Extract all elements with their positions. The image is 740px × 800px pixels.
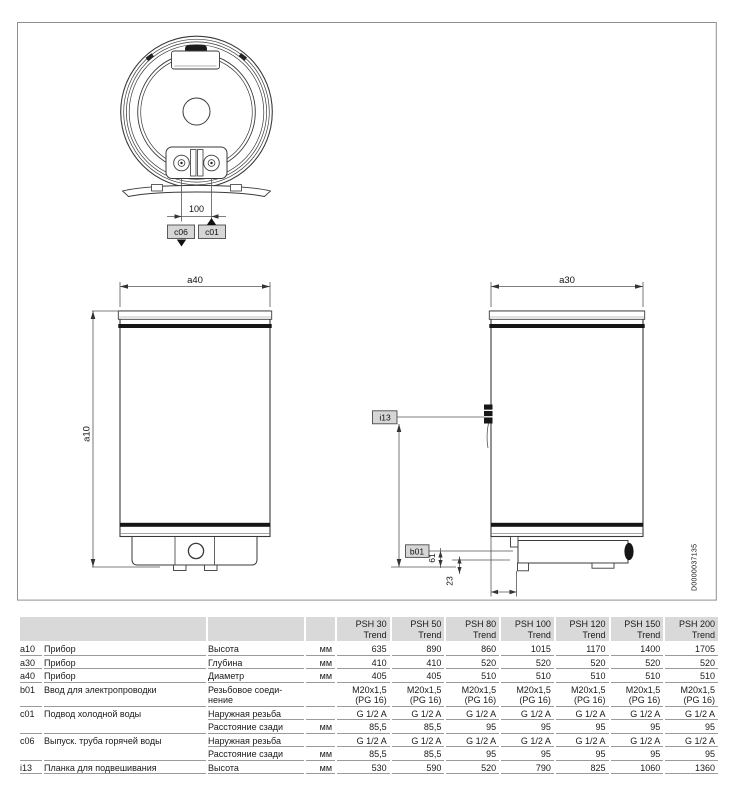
- cell-value: G 1/2 A: [556, 734, 609, 748]
- header-model: PSH 100 Trend: [501, 617, 554, 641]
- cell-value: G 1/2 A: [446, 734, 499, 748]
- technical-drawing: [17, 22, 717, 601]
- dim-label-23: 23: [444, 576, 455, 586]
- cell-desc: Ввод для электропроводки: [44, 683, 206, 707]
- cell-value: 85,5: [392, 720, 445, 734]
- dim-label-a40: a40: [187, 275, 203, 286]
- cell-value: 510: [611, 669, 664, 683]
- cell-code: [20, 747, 42, 761]
- cell-value: 510: [665, 669, 718, 683]
- cell-value: 405: [337, 669, 390, 683]
- dimensions-table: [20, 617, 718, 774]
- cell-code: [20, 720, 42, 734]
- cell-value: 85,5: [337, 747, 390, 761]
- cell-unit: мм: [306, 761, 335, 775]
- cell-value: 95: [556, 720, 609, 734]
- header-model: PSH 150 Trend: [611, 617, 664, 641]
- cell-desc: Выпуск. труба горячей воды: [44, 735, 162, 746]
- cell-sub: Расстояние сзади: [208, 720, 304, 734]
- table-row-c06-thread: [20, 734, 718, 748]
- cell-value: G 1/2 A: [392, 707, 445, 721]
- cell-value: 95: [446, 747, 499, 761]
- cell-value: 410: [337, 656, 390, 670]
- cell-desc: Подвод холодной воды: [44, 708, 142, 719]
- cell-value: 1015: [501, 642, 554, 656]
- cell-value: G 1/2 A: [501, 707, 554, 721]
- label-i13: i13: [379, 412, 391, 423]
- header-empty: [208, 617, 304, 641]
- cell-value: 635: [337, 642, 390, 656]
- cell-value: 825: [556, 761, 609, 775]
- cell-value: M20x1,5 (PG 16): [337, 683, 390, 707]
- cell-value: G 1/2 A: [501, 734, 554, 748]
- cell-code: c06: [20, 735, 35, 746]
- cell-value: G 1/2 A: [665, 734, 718, 748]
- header-model: PSH 30 Trend: [337, 617, 390, 641]
- cell-desc: Прибор: [44, 642, 206, 656]
- cell-desc: Планка для подвешивания: [44, 761, 206, 775]
- cell-code: a40: [20, 669, 42, 683]
- cell-value: G 1/2 A: [611, 707, 664, 721]
- cell-value: 85,5: [337, 720, 390, 734]
- cell-unit: мм: [306, 720, 335, 734]
- arrow-up-c01: [207, 218, 216, 225]
- header-empty: [20, 617, 206, 641]
- cell-value: 1400: [611, 642, 664, 656]
- table-row-b01: [20, 683, 718, 707]
- cell-value: M20x1,5 (PG 16): [611, 683, 664, 707]
- cable-gland: [624, 543, 633, 560]
- cell-value: 405: [392, 669, 445, 683]
- cell-value: 1170: [556, 642, 609, 656]
- cell-value: M20x1,5 (PG 16): [556, 683, 609, 707]
- cell-value: 520: [446, 656, 499, 670]
- table-row-i13: [20, 761, 718, 775]
- cell-value: 95: [665, 720, 718, 734]
- drawing-id: D0000037135: [691, 543, 699, 591]
- cell-unit: [306, 707, 335, 721]
- header-empty: [306, 617, 335, 641]
- cell-desc: [44, 747, 206, 761]
- cell-value: G 1/2 A: [446, 707, 499, 721]
- cell-value: G 1/2 A: [665, 707, 718, 721]
- cell-value: 520: [446, 761, 499, 775]
- cell-sub: Наружная резьба: [208, 734, 304, 748]
- cell-value: M20x1,5 (PG 16): [446, 683, 499, 707]
- cell-value: 510: [501, 669, 554, 683]
- cell-value: 95: [501, 720, 554, 734]
- table-row-a10: [20, 642, 718, 656]
- cell-value: 95: [501, 747, 554, 761]
- table-row-a40: [20, 669, 718, 683]
- cell-value: 590: [392, 761, 445, 775]
- cell-value: 95: [556, 747, 609, 761]
- table-row-c01-thread: [20, 707, 718, 721]
- cell-value: M20x1,5 (PG 16): [501, 683, 554, 707]
- cell-code: a10: [20, 642, 42, 656]
- cell-value: 410: [392, 656, 445, 670]
- dim-label-a30: a30: [559, 275, 575, 286]
- cell-value: M20x1,5 (PG 16): [665, 683, 718, 707]
- cell-sub: Расстояние сзади: [208, 747, 304, 761]
- cell-value: 85,5: [392, 747, 445, 761]
- table-header: [20, 617, 718, 641]
- cell-sub: Высота: [208, 761, 304, 775]
- top-view: [121, 36, 273, 246]
- cell-sub: Диаметр: [208, 669, 304, 683]
- front-view: [82, 275, 272, 571]
- cell-value: G 1/2 A: [392, 734, 445, 748]
- dim-label-61: 61: [427, 553, 437, 563]
- side-view: [373, 275, 645, 597]
- header-model: PSH 120 Trend: [556, 617, 609, 641]
- cell-value: 95: [446, 720, 499, 734]
- cell-value: 520: [665, 656, 718, 670]
- cell-value: 1705: [665, 642, 718, 656]
- cell-desc: Прибор: [44, 669, 206, 683]
- cell-desc: Прибор: [44, 656, 206, 670]
- cell-sub: Глубина: [208, 656, 304, 670]
- cell-unit: [306, 734, 335, 748]
- label-c01: c01: [205, 226, 219, 237]
- cell-unit: мм: [306, 669, 335, 683]
- cell-value: 1360: [665, 761, 718, 775]
- cell-value: 95: [611, 747, 664, 761]
- cell-value: 860: [446, 642, 499, 656]
- header-model: PSH 200 Trend: [665, 617, 718, 641]
- cell-value: G 1/2 A: [611, 734, 664, 748]
- cell-value: M20x1,5 (PG 16): [392, 683, 445, 707]
- label-c06: c06: [174, 226, 188, 237]
- cell-unit: мм: [306, 656, 335, 670]
- cell-value: 890: [392, 642, 445, 656]
- cell-value: 530: [337, 761, 390, 775]
- cell-value: G 1/2 A: [337, 707, 390, 721]
- header-model: PSH 80 Trend: [446, 617, 499, 641]
- cell-code: b01: [20, 683, 42, 707]
- dim-label-100: 100: [188, 204, 205, 214]
- cell-desc: [44, 720, 206, 734]
- cell-sub: Наружная резьба: [208, 707, 304, 721]
- cell-sub: Высота: [208, 642, 304, 656]
- cell-value: 510: [556, 669, 609, 683]
- cell-value: 790: [501, 761, 554, 775]
- cell-sub: Резьбовое соеди- нение: [208, 683, 304, 707]
- cell-value: G 1/2 A: [337, 734, 390, 748]
- dim-label-a10: a10: [81, 426, 93, 442]
- cell-code: i13: [20, 761, 42, 775]
- cell-unit: мм: [306, 747, 335, 761]
- cell-value: 510: [446, 669, 499, 683]
- cell-value: 1060: [611, 761, 664, 775]
- header-model: PSH 50 Trend: [392, 617, 445, 641]
- cell-value: 520: [611, 656, 664, 670]
- cell-value: 520: [556, 656, 609, 670]
- cell-unit: мм: [306, 642, 335, 656]
- table-row-c01-distance: [20, 720, 718, 734]
- table-row-c06-distance: [20, 747, 718, 761]
- hanging-bracket: [484, 405, 493, 424]
- arrow-down-c06: [177, 240, 186, 247]
- label-b01: b01: [409, 546, 425, 557]
- cell-value: 95: [611, 720, 664, 734]
- cell-value: G 1/2 A: [556, 707, 609, 721]
- cell-unit: [306, 683, 335, 707]
- cell-value: 520: [501, 656, 554, 670]
- cell-value: 95: [665, 747, 718, 761]
- table-row-a30: [20, 656, 718, 670]
- cell-code: a30: [20, 656, 42, 670]
- cell-code: c01: [20, 708, 35, 719]
